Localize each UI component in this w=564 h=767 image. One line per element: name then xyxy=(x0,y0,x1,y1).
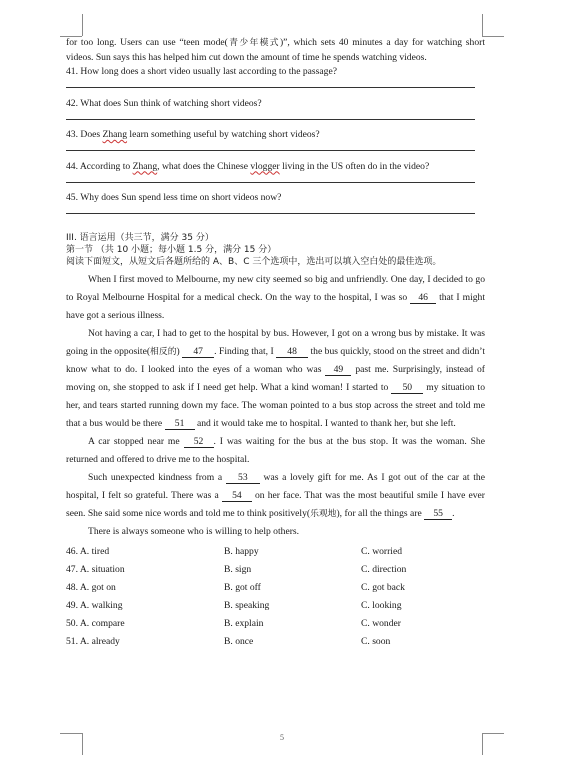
text-run: past me. Surprisingly, instead of moving on, she stopped to ask if I need get help. What a kind woman! I started to xyxy=(66,364,485,394)
answer-line[interactable] xyxy=(66,182,475,183)
text-run: Not having a car, I had to get to the hospital by bus. However, I got on a wrong bus by mistake. It was going in the opposite( xyxy=(66,328,485,358)
text-run: When I first moved to Melbourne, my new city seemed so big and unfriendly. One day, I decided to go to Royal Melbourne Hospital for a medical check. On the way to the hospital, I was so xyxy=(66,274,485,304)
option-b[interactable]: B. got off xyxy=(224,582,261,594)
text-run: Such unexpected kindness from a xyxy=(88,472,226,484)
option-c[interactable]: C. looking xyxy=(361,600,402,612)
section-heading: III. 语言运用（共三节，满分 35 分） xyxy=(66,232,214,243)
crop-mark xyxy=(482,14,483,36)
question-41 xyxy=(66,65,485,97)
option-c[interactable]: C. got back xyxy=(361,582,405,594)
text-run: my situation to her, and tears started running down my face. The woman pointed to a bus stop across the street and told me that a bus would be there xyxy=(66,382,485,430)
option-row xyxy=(66,633,485,651)
spellcheck-word: Zhang xyxy=(132,160,158,172)
spellcheck-word: Zhang xyxy=(102,129,128,141)
text-run: )”, which sets 40 minutes a day for watching short videos. Sun says this has helped him cut down the amount of time he spends watching videos. xyxy=(66,37,485,63)
text-run: that I might have got a serious illness. xyxy=(66,292,485,322)
answer-line[interactable] xyxy=(66,150,475,151)
text-run: ), for all the things are xyxy=(336,508,425,520)
text-run: the bus quickly, stood on the street and didn’t know what to do. I looked into the eyes of a woman who was xyxy=(66,346,485,376)
question-43 xyxy=(66,128,485,160)
option-b[interactable]: B. sign xyxy=(224,564,252,576)
option-row xyxy=(66,543,485,561)
spellcheck-word: vlogger xyxy=(250,160,280,172)
passage-paragraph xyxy=(66,433,485,469)
section-instruction: 阅读下面短文，从短文后各题所给的 A、B、C 三个选项中，选出可以填入空白处的最佳选项。 xyxy=(66,257,442,268)
text-run: . xyxy=(452,508,455,520)
section-header xyxy=(66,232,485,269)
option-row xyxy=(66,561,485,579)
passage-paragraph: There is always someone who is willing to help others. xyxy=(88,526,300,538)
blank-49[interactable]: 49 xyxy=(325,364,351,376)
blank-46[interactable]: 46 xyxy=(410,292,436,304)
option-b[interactable]: B. happy xyxy=(224,546,259,558)
text-run-cn: 乐观地 xyxy=(310,509,337,520)
question-text: 42. What does Sun think of watching short videos? xyxy=(66,97,262,109)
crop-mark xyxy=(82,14,83,36)
option-c[interactable]: C. soon xyxy=(361,636,391,648)
option-b[interactable]: B. explain xyxy=(224,618,264,630)
option-a[interactable]: 49. A. walking xyxy=(66,600,123,612)
blank-48[interactable]: 48 xyxy=(276,346,308,358)
question-text: , what does the Chinese xyxy=(157,160,251,172)
option-c[interactable]: C. worried xyxy=(361,546,403,558)
option-row xyxy=(66,579,485,597)
top-paragraph xyxy=(66,36,485,65)
option-b[interactable]: B. once xyxy=(224,636,254,648)
text-run: for too long. Users can use “teen mode( xyxy=(66,37,228,48)
option-c[interactable]: C. wonder xyxy=(361,618,401,630)
blank-54[interactable]: 54 xyxy=(222,490,252,502)
blank-52[interactable]: 52 xyxy=(184,436,214,448)
document-page xyxy=(66,36,485,651)
question-text: 44. According to xyxy=(66,160,133,172)
text-run: on her face. That was the most beautiful smile I have ever seen. She said some nice words and told me to think positively( xyxy=(66,490,485,520)
question-text: 45. Why does Sun spend less time on short videos now? xyxy=(66,192,282,204)
answer-line[interactable] xyxy=(66,87,475,88)
page-number: 5 xyxy=(280,733,284,742)
blank-50[interactable]: 50 xyxy=(391,382,423,394)
option-a[interactable]: 46. A. tired xyxy=(66,546,110,558)
question-text: 43. Does xyxy=(66,129,103,141)
text-run: ) xyxy=(176,346,183,358)
question-44 xyxy=(66,160,485,192)
question-text: 41. How long does a short video usually last according to the passage? xyxy=(66,66,337,78)
passage-paragraph xyxy=(66,469,485,523)
question-42 xyxy=(66,97,485,129)
blank-55[interactable]: 55 xyxy=(424,508,452,520)
answer-line[interactable] xyxy=(66,119,475,120)
option-a[interactable]: 48. A. got on xyxy=(66,582,116,594)
option-b[interactable]: B. speaking xyxy=(224,600,270,612)
text-run: . Finding that, I xyxy=(214,346,277,358)
blank-47[interactable]: 47 xyxy=(182,346,214,358)
cloze-passage xyxy=(66,271,485,541)
blank-51[interactable]: 51 xyxy=(165,418,195,430)
text-run: was a lovely gift for me. As I got out of the car at the hospital, I felt so grateful. There was a xyxy=(66,472,485,502)
question-text: living in the US often do in the video? xyxy=(279,160,430,172)
option-a[interactable]: 50. A. compare xyxy=(66,618,125,630)
text-run-cn: 相反的 xyxy=(150,347,177,358)
option-c[interactable]: C. direction xyxy=(361,564,407,576)
options-list xyxy=(66,543,485,651)
text-run: A car stopped near me xyxy=(88,436,184,448)
question-45 xyxy=(66,191,485,223)
option-a[interactable]: 51. A. already xyxy=(66,636,120,648)
question-text: learn something useful by watching short videos? xyxy=(127,129,320,141)
text-run: . I was waiting for the bus at the bus stop. It was the woman. She returned and offered to drive me to the hospital. xyxy=(66,436,485,466)
text-run-cn: 青少年模式 xyxy=(227,38,280,48)
passage-paragraph xyxy=(66,271,485,325)
passage-paragraph xyxy=(66,325,485,433)
blank-53[interactable]: 53 xyxy=(226,472,260,484)
answer-line[interactable] xyxy=(66,213,475,214)
section-subheading: 第一节 （共 10 小题；每小题 1.5 分，满分 15 分） xyxy=(66,244,277,255)
option-row xyxy=(66,597,485,615)
option-row xyxy=(66,615,485,633)
text-run: and it would take me to hospital. I wanted to thank her, but she left. xyxy=(194,418,456,430)
option-a[interactable]: 47. A. situation xyxy=(66,564,125,576)
crop-mark xyxy=(482,36,504,37)
